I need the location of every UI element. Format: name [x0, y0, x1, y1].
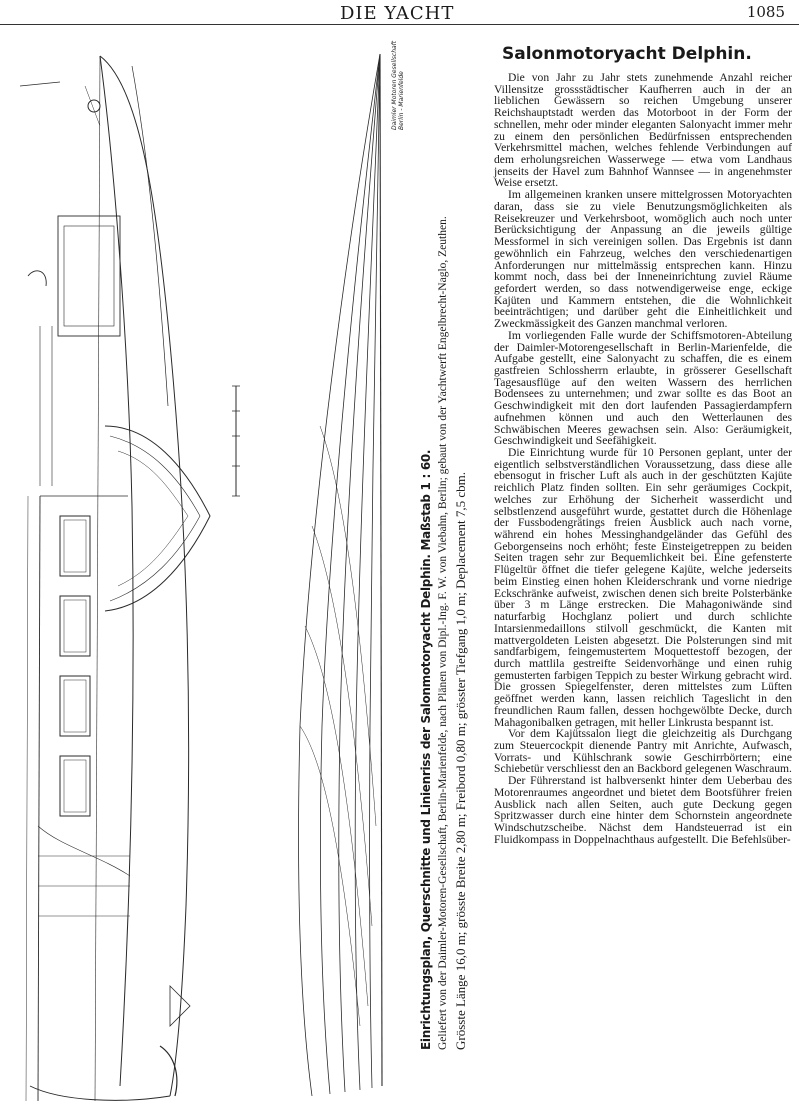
paragraph: Die von Jahr zu Jahr stets zunehmende Anzahl reicher Villensitze grossstädtischer Kaufherren auch in der an lieblichen Gewässern so reichen Umgebung unserer Reichshauptstadt werden das Motorboot in der Form der schnellen, mehr oder minder eleganten Salonyacht immer mehr zu einem den persönlichen Bedürfnissen entsprechenden Verkehrsmittel machen, welches fehlende Verbindungen auf dem erholungsreichen Wasserwege — etwa vom Landhaus jenseits der Havel zum Bahnhof Wannsee — in angenehmster Weise ersetzt.	[494, 71, 792, 190]
figure-caption	[418, 50, 469, 1050]
scale-bar	[232, 386, 240, 496]
signature-line-1: Daimler Motoren Gesellschaft	[391, 40, 398, 130]
caption-dimensions: Grösste Länge 16,0 m; grösste Breite 2,80 m; Freibord 0,80 m; grösster Tiefgang 1,0 m; Deplacement 7,5 cbm.	[453, 471, 468, 1050]
page-number: 1085	[746, 3, 785, 21]
deck-plan-drawing	[20, 56, 210, 1101]
drawing-signature	[391, 20, 405, 130]
paragraph: Der Führerstand ist halbversenkt hinter dem Ueberbau des Motorenraumes angeordnet und bietet dem Bootsführer freien Ausblick nach allen Seiten, auch gute Deckung gegen Spritzwasser durch eine hinter dem Schornstein angeordnete Windschutzscheibe. Nächst dem Handsteuerrad ist ein Fluidkompass in Doppelnachthaus aufgestellt. Die Befehlsüber-	[494, 774, 792, 846]
paragraph: Im allgemeinen kranken unsere mittelgrossen Motoryachten daran, dass sie zu viele Benutzungsmöglichkeiten als Reisekreuzer und Verkehrsboot, womöglich auch noch unter Berücksichtigung der Anpassung an die jeweils gültige Messformel in sich vereinigen sollen. Das Ergebnis ist dann gewöhnlich ein Fahrzeug, welches den verschiedenartigen Anforderungen nur mittelmässig entsprechen kann. Hinzu kommt noch, dass bei der Inneneinrichtung zuviel Räume gefordert werden, so dass notwendigerweise enge, eckige Kajüten und Kammern entstehen, die die Wohnlichkeit beeinträchtigen; und darüber geht die Einheitlichkeit und Zweckmässigkeit des Ganzen manchmal verloren.	[494, 188, 792, 331]
article	[494, 44, 792, 845]
paragraph: Vor dem Kajütssalon liegt die gleichzeitig als Durchgang zum Steuercockpit dienende Pantry mit Anrichte, Aufwasch, Vorrats- und Kühlschrank sowie Geschirrbörtern; eine Schiebetür verschliesst den an Backbord gelegenen Waschraum.	[494, 727, 792, 776]
caption-title: Einrichtungsplan, Querschnitte und Linienriss der Salonmotoryacht Delphin. Maßstab 1 : 60.	[419, 449, 433, 1050]
paragraph: Im vorliegenden Falle wurde der Schiffsmotoren-Abteilung der Daimler-Motorengesellschaft in Berlin-Marienfelde, die Aufgabe gestellt, eine Salonyacht zu schaffen, die es einem gastfreien Schlossherrn erlaubte, in grösserer Gesellschaft Tagesausflüge auf den weiten Wassern des herrlichen Bodensees zu unternehmen; und zwar sollte es das Boot an Geschwindigkeit mit den dort laufenden Passagierdampfern aufnehmen können und auch den Wetterlaunen des Schwäbischen Meeres gewachsen sein. Also: Geräumigkeit, Geschwindigkeit und Seefähigkeit.	[494, 328, 792, 448]
yacht-drawing	[0, 26, 470, 1111]
running-title: DIE YACHT	[340, 3, 455, 24]
article-title: Salonmotoryacht Delphin.	[502, 44, 752, 64]
caption-builder: Geliefert von der Daimler-Motoren-Gesellschaft, Berlin-Marienfelde, nach Plänen von Dipl.-Ing. F. W. von Viebahn, Berlin; gebaut von der Yachtwerft Engelbrecht-Naglo, Zeuthen.	[437, 216, 449, 1050]
paragraph: Die Einrichtung wurde für 10 Personen geplant, unter der eigentlich selbstverständlichen Voraussetzung, dass diese alle ebensogut in frischer Luft als auch in der geschützten Kajüte reichlich Platz finden sollten. Ein sehr geräumiges Cockpit, welches zur Erhöhung der Sicherheit wasserdicht und selbstlenzend ausgeführt wurde, gestattet durch die Höhenlage der Fussbodengrätings freien Ausblick auch nach vorne, während ein hohes Messinghandgeländer das Gefühl des Geborgenseins noch erhöht; feste Einsteigetreppen zu beiden Seiten tragen sehr zur Bequemlichkeit bei. Eine gefensterte Flügeltür öffnet die tiefer gelegene Kajüte, welche jederseits beim Einstieg einen hohen Kleiderschrank und vorne niedrige Eckschränke aufweist, zwischen denen sich breite Polsterbänke über 3 m Länge erstrecken. Die Mahagoniwände sind naturfarbig Hochglanz poliert und durch schlichte Intarsienmedaillons stilvoll geschmückt, die Kanten mit mattvergoldeten Leisten abgesetzt. Die Polsterungen sind mit sandfarbigem, feingemustertem Moquettestoff bezogen, der durch mattlila gestreifte Seidenvorhänge und einen ruhig gemusterten farbigen Teppich zu bester Wirkung gebracht wird. Die grossen Spiegelfenster, deren mittelstes zum Lüften geöffnet werden kann, lassen reichlich Tageslicht in den freundlichen Raum fallen, dessen hochgewölbte Decke, durch Mahagonibalken getragen, mit heller Linkrusta bespannt ist.	[494, 446, 792, 729]
lines-plan-drawing	[299, 54, 383, 1096]
signature-line-2: Berlin - Marienfelde	[398, 71, 405, 130]
